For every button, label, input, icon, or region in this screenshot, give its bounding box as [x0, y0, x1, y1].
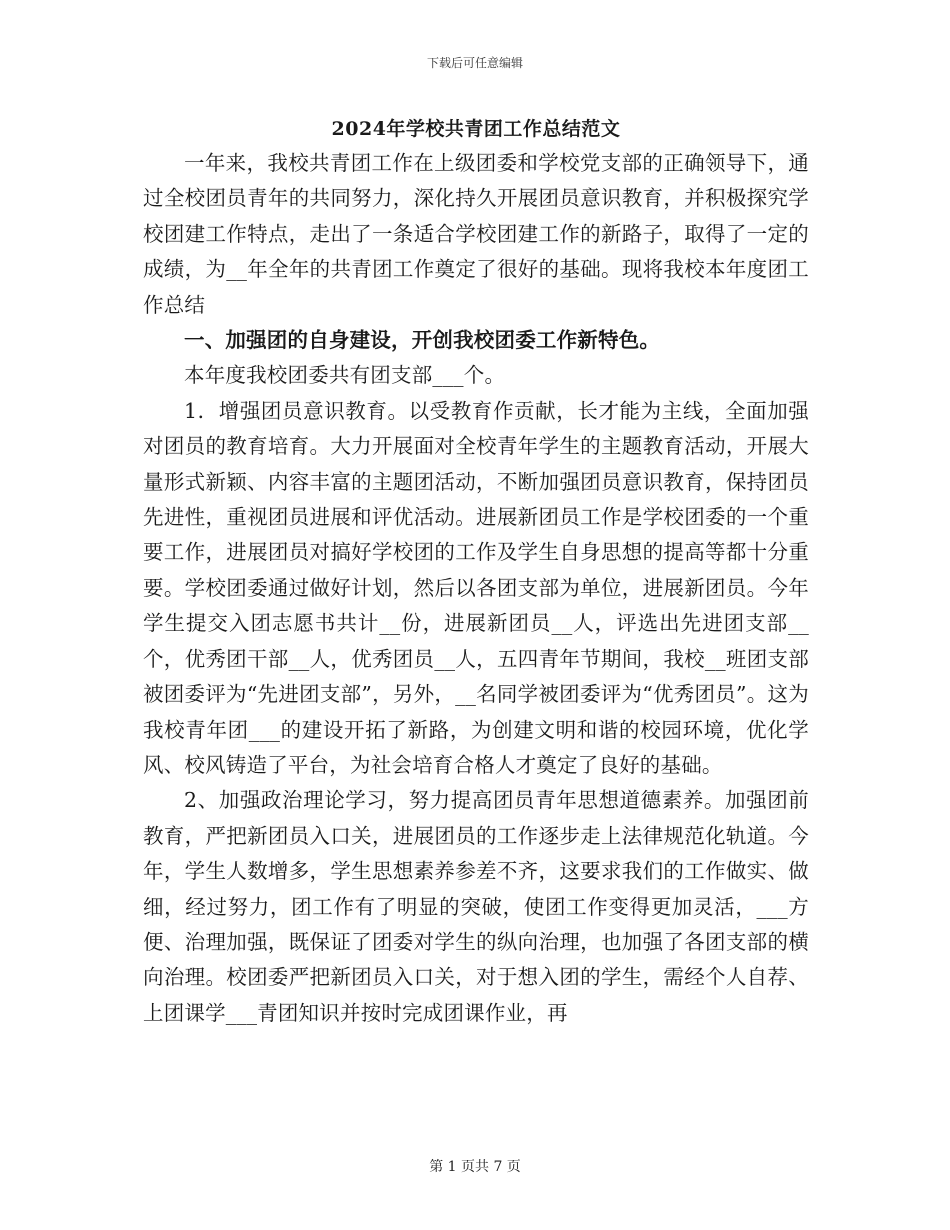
page-number: 第 1 页共 7 页	[429, 1159, 521, 1175]
paragraph-item-1: 1．增强团员意识教育。以受教育作贡献，长才能为主线，全面加强对团员的教育培育。大力开展面对全校青年学生的主题教育活动，开展大量形式新颖、内容丰富的主题团活动，不断加强团员意识教育，保持团员先进性，重视团员进展和评优活动。进展新团员工作是学校团委的一个重要工作，进展团员对搞好学校团的工作及学生自身思想的提高等都十分重要。学校团委通过做好计划，然后以各团支部为单位，进展新团员。今年学生提交入团志愿书共计__份，进展新团员__人，评选出先进团支部__个，优秀团干部__人，优秀团员__人，五四青年节期间，我校__班团支部被团委评为“先进团支部”，另外，__名同学被团委评为“优秀团员”。这为我校青年团___的建设开拓了新路，为创建文明和谐的校园环境，优化学风、校风铸造了平台，为社会培育合格人才奠定了良好的基础。	[143, 398, 809, 777]
header-note: 下载后可任意编辑	[426, 56, 523, 70]
paragraph-intro: 一年来，我校共青团工作在上级团委和学校党支部的正确领导下，通过全校团员青年的共同努力，深化持久开展团员意识教育，并积极探究学校团建工作特点，走出了一条适合学校团建工作的新路子，取得了一定的成绩，为__年全年的共青团工作奠定了很好的基础。现将我校本年度团工作总结	[143, 151, 809, 317]
document-title: 2024年学校共青团工作总结范文	[331, 118, 621, 140]
document-body	[143, 114, 809, 1031]
section-heading: 一、加强团的自身建设，开创我校团委工作新特色。	[184, 328, 661, 353]
paragraph-item-2: 2、加强政治理论学习，努力提高团员青年思想道德素养。加强团前教育，严把新团员入口关，进展团员的工作逐步走上法律规范化轨道。今年，学生人数增多，学生思想素养参差不齐，这要求我们的工作做实、做细，经过努力，团工作有了明显的突破，使团工作变得更加灵活，___方便、治理加强，既保证了团委对学生的纵向治理，也加强了各团支部的横向治理。校团委严把新团员入口关，对于想入团的学生，需经个人自荐、上团课学___青团知识并按时完成团课作业，再	[143, 788, 809, 1025]
paragraph-branch-count: 本年度我校团委共有团支部___个。	[184, 363, 506, 388]
